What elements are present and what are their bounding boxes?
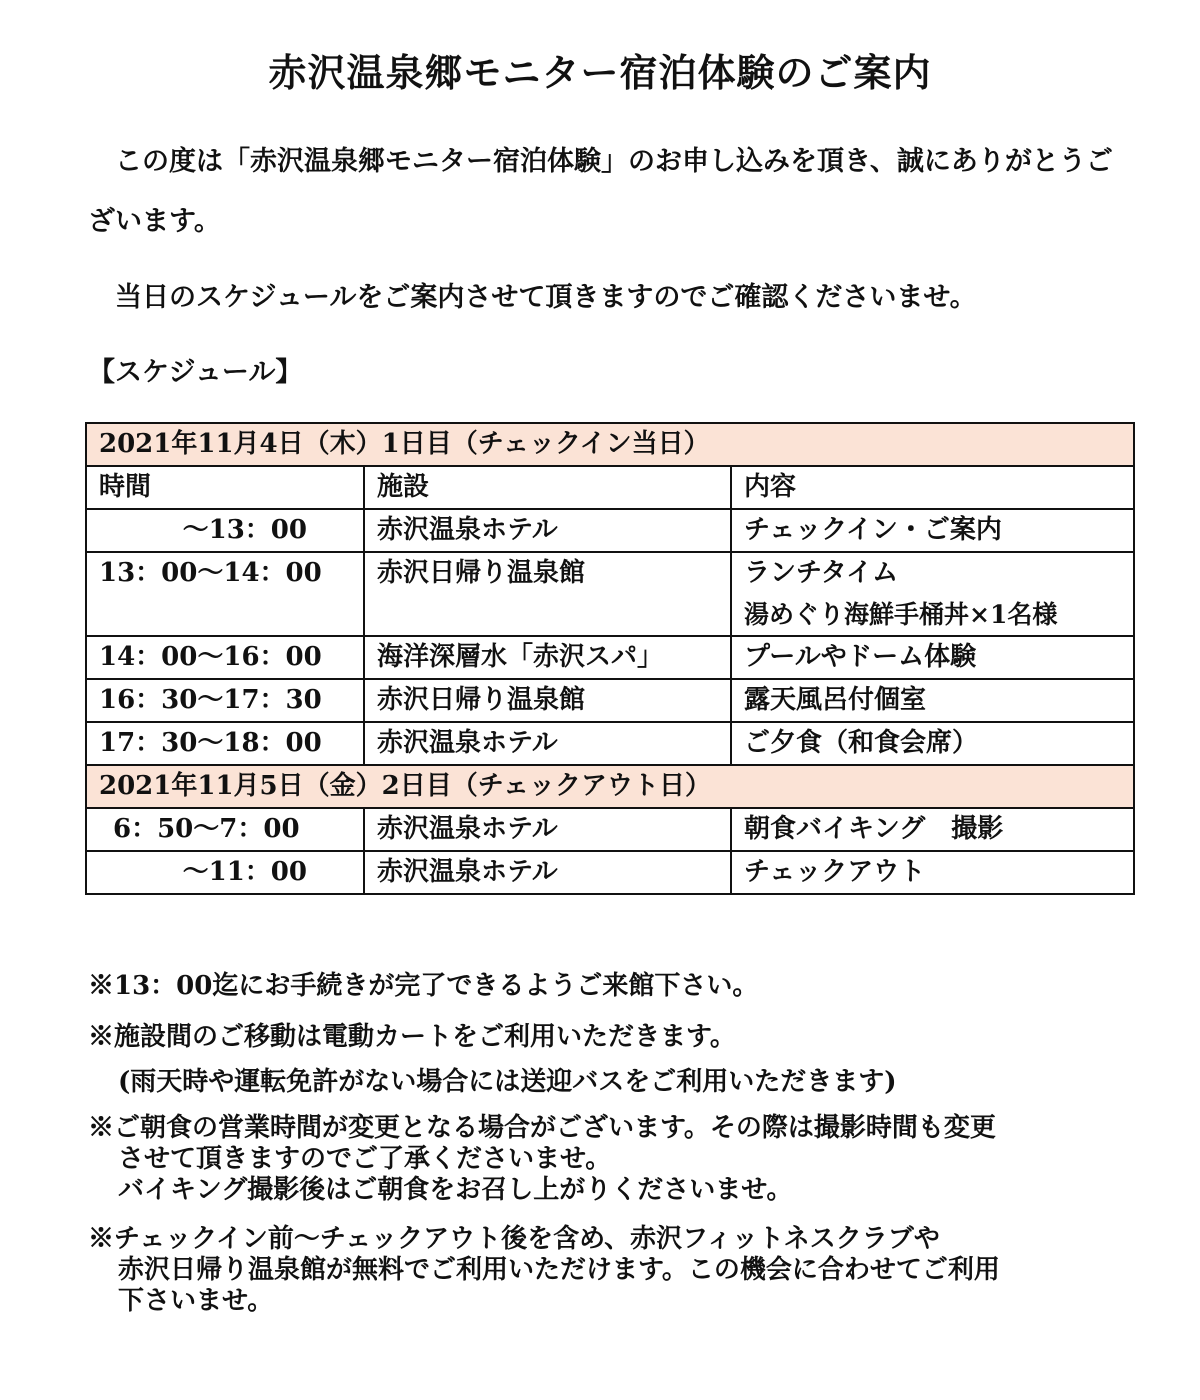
table-row bbox=[86, 722, 1134, 765]
facility-cell: 赤沢日帰り温泉館 bbox=[364, 552, 731, 636]
document-title: 赤沢温泉郷モニター宿泊体験のご案内 bbox=[268, 50, 932, 95]
table-row bbox=[86, 552, 1134, 636]
content-cell: チェックアウト bbox=[731, 851, 1134, 894]
content-cell: ご夕食（和食会席） bbox=[731, 722, 1134, 765]
day2-header: 2021年11月5日（金）2日目（チェックアウト日） bbox=[86, 765, 1134, 808]
note-facilities-line2: 赤沢日帰り温泉館が無料でご利用いただけます。この機会に合わせてご利用 bbox=[118, 1255, 1000, 1285]
facility-cell: 赤沢温泉ホテル bbox=[364, 722, 731, 765]
notes-section bbox=[88, 966, 1138, 1335]
column-header-facility: 施設 bbox=[364, 466, 731, 509]
facility-cell: 赤沢温泉ホテル bbox=[364, 509, 731, 552]
day1-header: 2021年11月4日（木）1日目（チェックイン当日） bbox=[86, 423, 1134, 466]
time-cell: 14：00～16：00 bbox=[86, 636, 364, 679]
note-cart-paren: (雨天時や運転免許がない場合には送迎バスをご利用いただきます) bbox=[118, 1067, 897, 1097]
day2-header-row bbox=[86, 765, 1134, 808]
time-cell: 13：00～14：00 bbox=[86, 552, 364, 636]
note-cart: ※施設間のご移動は電動カートをご利用いただきます。 bbox=[88, 1022, 736, 1052]
column-header-time: 時間 bbox=[86, 466, 364, 509]
note-breakfast-line3: バイキング撮影後はご朝食をお召し上がりくださいませ。 bbox=[118, 1175, 793, 1205]
intro-paragraph-thanks: この度は「赤沢温泉郷モニター宿泊体験」のお申し込みを頂き、誠にありがとうございます。 bbox=[88, 146, 1113, 237]
facility-cell: 海洋深層水「赤沢スパ」 bbox=[364, 636, 731, 679]
time-cell: ～13：00 bbox=[86, 509, 364, 552]
note-facilities-line3: 下さいませ。 bbox=[118, 1286, 274, 1316]
content-cell: チェックイン・ご案内 bbox=[731, 509, 1134, 552]
content-cell bbox=[731, 552, 1134, 636]
note-facilities bbox=[88, 1224, 1138, 1317]
facility-cell: 赤沢温泉ホテル bbox=[364, 808, 731, 851]
facility-cell: 赤沢温泉ホテル bbox=[364, 851, 731, 894]
column-header-content: 内容 bbox=[731, 466, 1134, 509]
table-row bbox=[86, 509, 1134, 552]
content-cell: 朝食バイキング 撮影 bbox=[731, 808, 1134, 851]
content-cell: プールやドーム体験 bbox=[731, 636, 1134, 679]
note-breakfast bbox=[88, 1113, 1138, 1206]
day1-header-row bbox=[86, 423, 1134, 466]
note-arrival: ※13：00迄にお手続きが完了できるようご来館下さい。 bbox=[88, 971, 759, 1001]
note-breakfast-line2: させて頂きますのでご了承くださいませ。 bbox=[118, 1144, 612, 1174]
note-breakfast-line1: ※ご朝食の営業時間が変更となる場合がございます。その際は撮影時間も変更 bbox=[88, 1113, 996, 1143]
time-cell: 16：30～17：30 bbox=[86, 679, 364, 722]
table-row bbox=[86, 808, 1134, 851]
table-row bbox=[86, 636, 1134, 679]
facility-cell: 赤沢日帰り温泉館 bbox=[364, 679, 731, 722]
intro-paragraph-schedule: 当日のスケジュールをご案内させて頂きますのでご確認くださいませ。 bbox=[115, 282, 977, 313]
note-facilities-line1: ※チェックイン前～チェックアウト後を含め、赤沢フィットネスクラブや bbox=[88, 1224, 940, 1254]
time-cell: 17：30～18：00 bbox=[86, 722, 364, 765]
column-header-row bbox=[86, 466, 1134, 509]
content-sub: 湯めぐり海鮮手桶丼×1名様 bbox=[744, 600, 1058, 629]
time-cell: 6：50～7：00 bbox=[86, 808, 364, 851]
content-main: ランチタイム bbox=[744, 558, 899, 588]
schedule-table bbox=[85, 422, 1135, 895]
schedule-heading: 【スケジュール】 bbox=[88, 357, 303, 388]
table-row bbox=[86, 851, 1134, 894]
time-cell: ～11：00 bbox=[86, 851, 364, 894]
content-cell: 露天風呂付個室 bbox=[731, 679, 1134, 722]
table-row bbox=[86, 679, 1134, 722]
